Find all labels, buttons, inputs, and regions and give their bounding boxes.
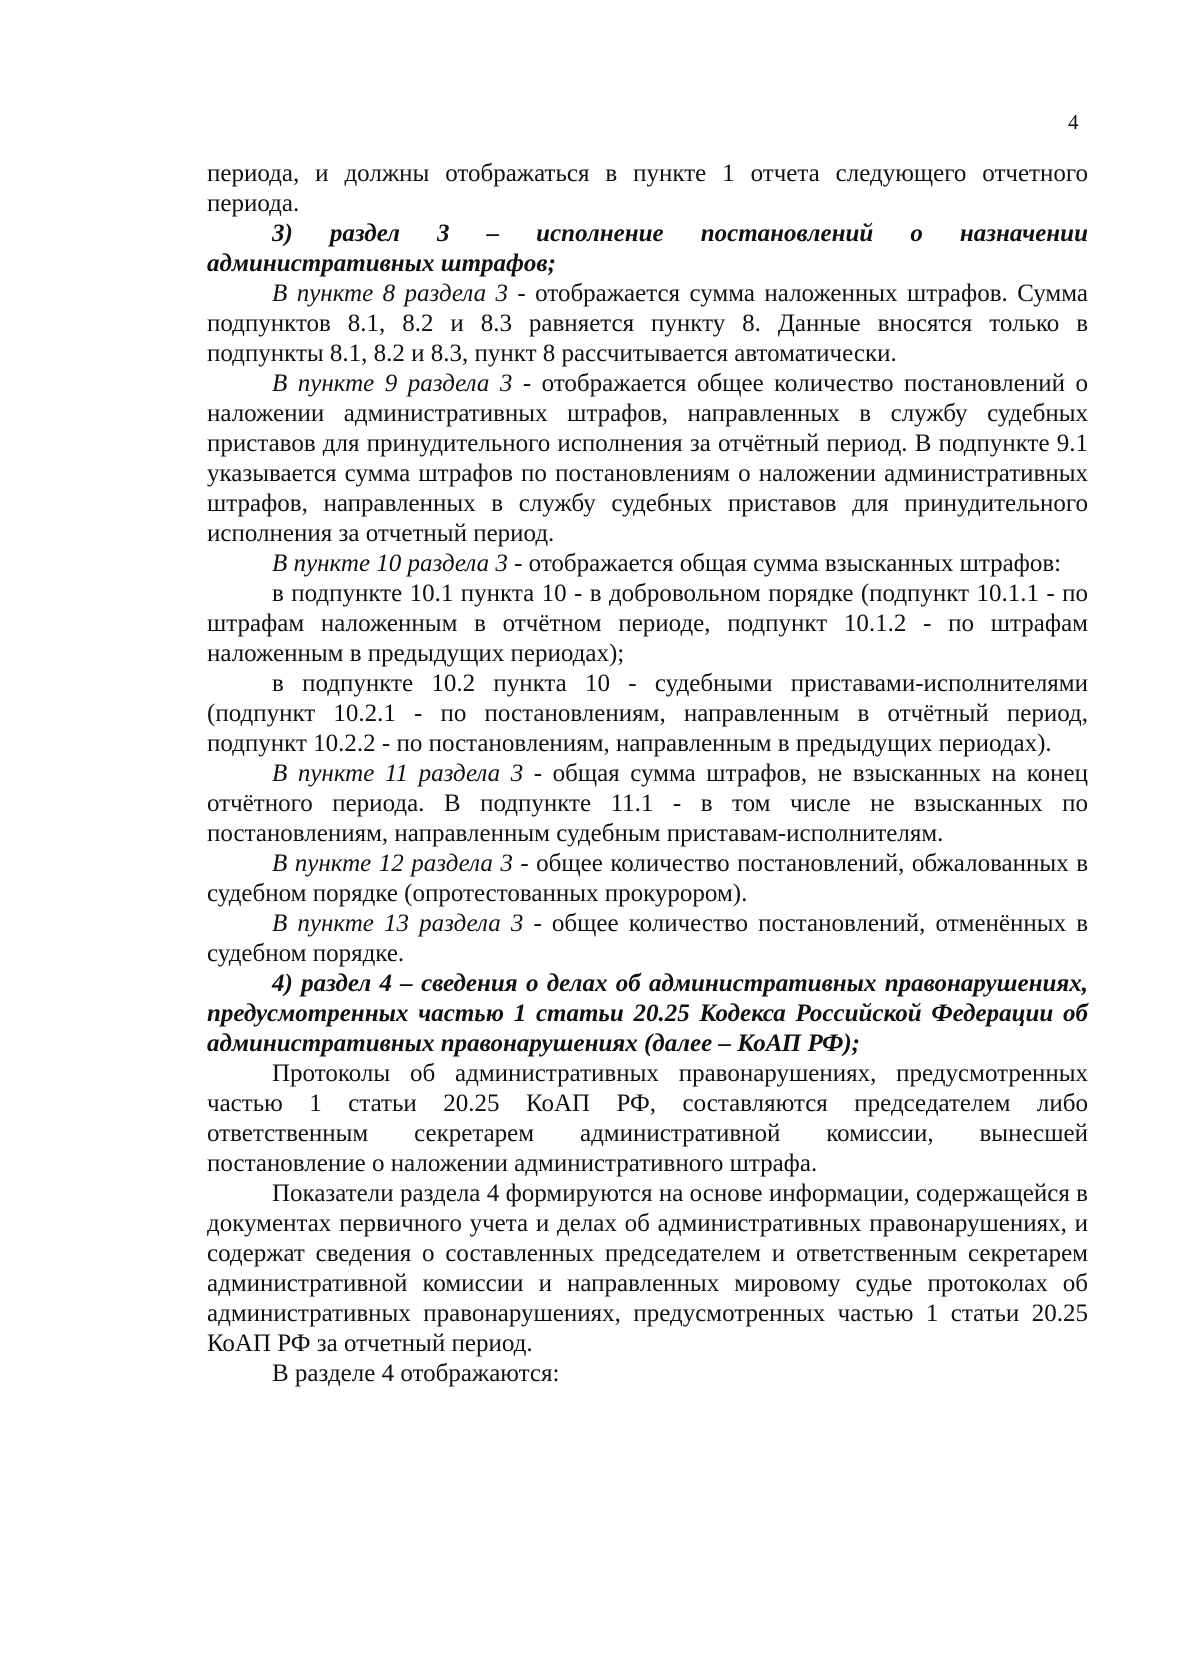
paragraph-item-10 xyxy=(207,549,1088,579)
paragraph-text: Показатели раздела 4 формируются на основе информации, содержащейся в документах первичного учета и делах об административных правонарушениях, и содержат сведения о составленных председателем и ответственным секретарем административной комиссии и направленных мировому судье протоколах об административных правонарушениях, предусмотренных частью 1 статьи 20.25 КоАП РФ за отчетный период. xyxy=(207,1180,1088,1357)
section-3-heading xyxy=(207,219,1088,279)
paragraph-text: в подпункте 10.2 пункта 10 - судебными приставами-исполнителями (подпункт 10.2.1 - по постановлениям, направленным в отчётный период, подпункт 10.2.2 - по постановлениям, направленным в предыдущих периодах). xyxy=(207,670,1088,757)
paragraph-item-13 xyxy=(207,909,1088,969)
section-4-heading xyxy=(207,969,1088,1059)
paragraph-text: - общее количество постановлений, отменённых в судебном порядке. xyxy=(207,910,1089,967)
paragraph-subitem-10-1 xyxy=(207,579,1088,669)
paragraph-subitem-10-2 xyxy=(207,669,1088,759)
item-reference: В пункте 12 раздела 3 xyxy=(272,850,513,877)
item-reference: В пункте 9 раздела 3 xyxy=(272,370,513,397)
item-reference: В пункте 10 раздела 3 xyxy=(272,550,508,577)
document-body xyxy=(207,159,1088,1389)
heading-text: 3) раздел 3 – исполнение постановлений о назначении административных штрафов; xyxy=(207,220,1088,277)
paragraph-section-4-list-intro xyxy=(207,1359,1088,1389)
paragraph-text: Протоколы об административных правонарушениях, предусмотренных частью 1 статьи 20.25 КоАП РФ, составляются председателем либо ответственным секретарем административной комиссии, вынесшей постановление о наложении административного штрафа. xyxy=(207,1060,1088,1177)
paragraph-item-9 xyxy=(207,369,1088,549)
paragraph-text: - отображается общее количество постановлений о наложении административных штрафов, направленных в службу судебных приставов для принудительного исполнения за отчётный период. В подпункте 9.1 указывается сумма штрафов по постановлениям о наложении административных штрафов, направленных в службу судебных приставов для принудительного исполнения за отчетный период. xyxy=(207,370,1088,547)
paragraph-item-8 xyxy=(207,279,1088,369)
item-reference: В пункте 8 раздела 3 xyxy=(272,280,509,307)
paragraph-text: периода, и должны отображаться в пункте 1 отчета следующего отчетного периода. xyxy=(207,160,1088,217)
paragraph-text: - общее количество постановлений, обжалованных в судебном порядке (опротестованных прокурором). xyxy=(207,850,1088,907)
paragraph-text: В разделе 4 отображаются: xyxy=(272,1360,560,1387)
item-reference: В пункте 11 раздела 3 xyxy=(272,760,524,787)
paragraph-indicators xyxy=(207,1179,1088,1359)
paragraph-continuation xyxy=(207,159,1088,219)
paragraph-text: - общая сумма штрафов, не взысканных на конец отчётного периода. В подпункте 11.1 - в том числе не взысканных по постановлениям, направленным судебным приставам-исполнителям. xyxy=(207,760,1088,847)
paragraph-text: - отображается общая сумма взысканных штрафов: xyxy=(507,550,1062,577)
paragraph-item-11 xyxy=(207,759,1088,849)
paragraph-text: - отображается сумма наложенных штрафов. Сумма подпунктов 8.1, 8.2 и 8.3 равняется пункту 8. Данные вносятся только в подпункты 8.1, 8.2 и 8.3, пункт 8 рассчитывается автоматически. xyxy=(207,280,1088,367)
page-number: 4 xyxy=(1068,110,1079,134)
paragraph-protocols xyxy=(207,1059,1088,1179)
item-reference: В пункте 13 раздела 3 xyxy=(272,910,524,937)
heading-text: 4) раздел 4 – сведения о делах об административных правонарушениях, предусмотренных частью 1 статьи 20.25 Кодекса Российской Федерации об административных правонарушениях (далее – КоАП РФ); xyxy=(207,970,1088,1057)
paragraph-item-12 xyxy=(207,849,1088,909)
paragraph-text: в подпункте 10.1 пункта 10 - в добровольном порядке (подпункт 10.1.1 - по штрафам наложенным в отчётном периоде, подпункт 10.1.2 - по штрафам наложенным в предыдущих периодах); xyxy=(207,580,1088,667)
